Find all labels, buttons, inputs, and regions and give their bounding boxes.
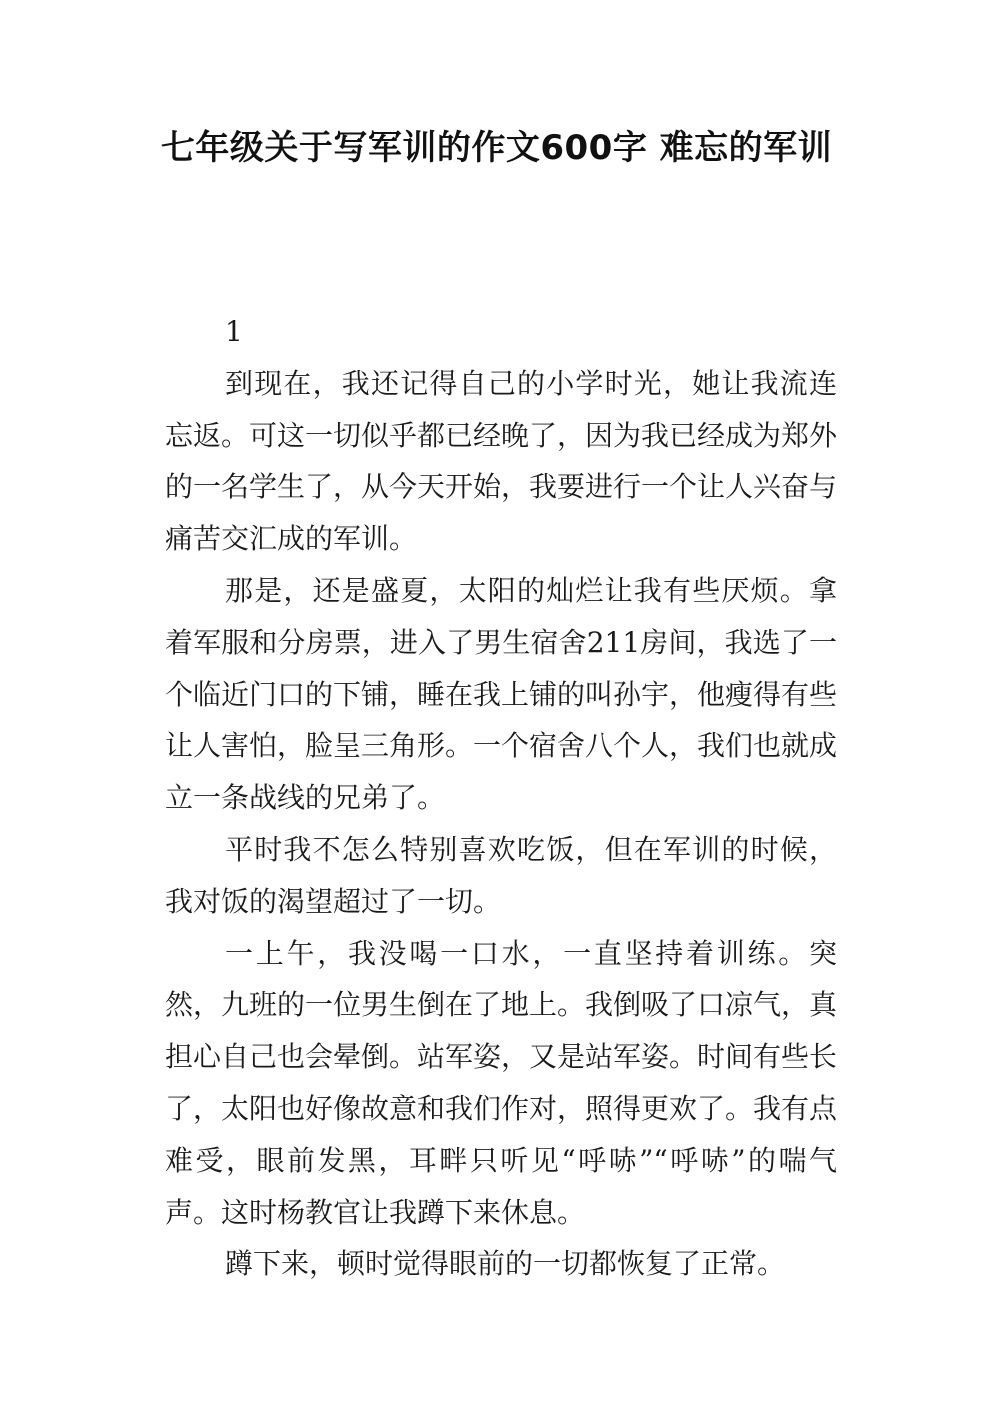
document-title: 七年级关于写军训的作文600字 难忘的军训 — [160, 128, 833, 168]
paragraph: 一上午，我没喝一口水，一直坚持着训练。突然，九班的一位男生倒在了地上。我倒吸了口凉气，真担心自己也会晕倒。站军姿，又是站军姿。时间有些长了，太阳也好像故意和我们作对，照得更欢了。我有点难受，眼前发黑，耳畔只听见“呼哧”“呼哧”的喘气声。这时杨教官让我蹲下来休息。 — [165, 936, 838, 1229]
paragraph: 到现在，我还记得自己的小学时光，她让我流连忘返。可这一切似乎都已经晚了，因为我已经成为郑外的一名学生了，从今天开始，我要进行一个让人兴奋与痛苦交汇成的军训。 — [165, 366, 838, 556]
paragraph: 那是，还是盛夏，太阳的灿烂让我有些厌烦。拿着军服和分房票，进入了男生宿舍211房间，我选了一个临近门口的下铺，睡在我上铺的叫孙宇，他瘦得有些让人害怕，脸呈三角形。一个宿舍八个人，我们也就成立一条战线的兄弟了。 — [165, 573, 838, 815]
paragraph: 蹲下来，顿时觉得眼前的一切都恢复了正常。 — [225, 1247, 786, 1281]
paragraph: 平时我不怎么特别喜欢吃饭，但在军训的时候，我对饭的渴望超过了一切。 — [165, 832, 837, 918]
page-number-paragraph: 1 — [225, 315, 243, 348]
document-body — [165, 306, 837, 1290]
